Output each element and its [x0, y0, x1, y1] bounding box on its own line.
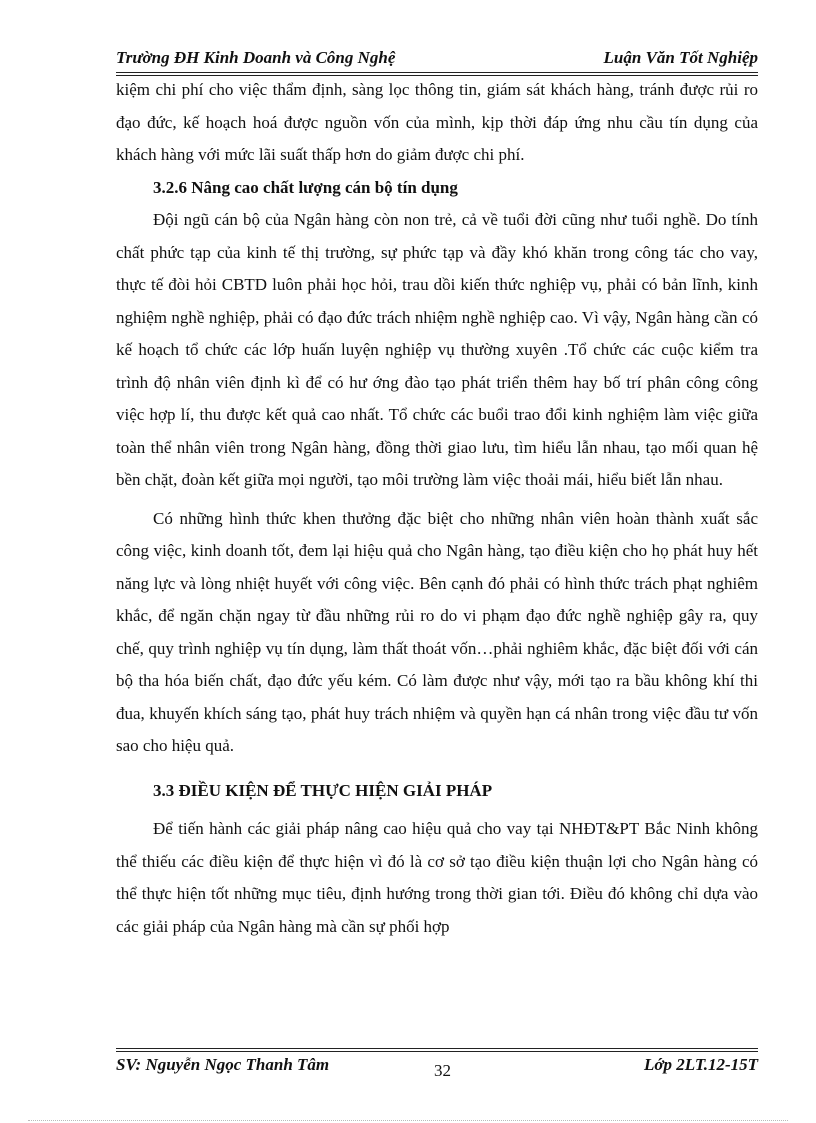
- paragraph-staff-quality: Đội ngũ cán bộ của Ngân hàng còn non trẻ, cả về tuổi đời cũng như tuổi nghề. Do tính chất phức tạp của kinh tế thị trường, sự phức tạp và đầy khó khăn trong công tác cho vay, thực tế đòi hỏi CBTD luôn phải học hỏi, trau dồi kiến thức nghiệp vụ, phải có bản lĩnh, kinh nghiệm nghề nghiệp, phải có đạo đức trách nhiệm nghề nghiệp cao. Vì vậy, Ngân hàng cần có kế hoạch tổ chức các lớp huấn luyện nghiệp vụ thường xuyên .Tổ chức các cuộc kiểm tra trình độ nhân viên định kì để có hư ớng đào tạo phát triển thêm hay bố trí phân công công việc hợp lí, thu được kết quả cao nhất. Tổ chức các buổi trao đổi kinh nghiệm làm việc giữa toàn thể nhân viên trong Ngân hàng, đồng thời giao lưu, tìm hiểu lẫn nhau, tạo mối quan hệ bền chặt, đoàn kết giữa mọi người, tạo môi trường làm việc thoải mái, hiểu biết lẫn nhau.: [116, 210, 758, 489]
- paragraph-rewards: Có những hình thức khen thưởng đặc biệt cho những nhân viên hoàn thành xuất sắc công việc, kinh doanh tốt, đem lại hiệu quả cho Ngân hàng, tạo điều kiện cho họ phát huy hết năng lực và lòng nhiệt huyết với công việc. Bên cạnh đó phải có hình thức trách phạt nghiêm khắc, để ngăn chặn ngay từ đầu những rủi ro do vi phạm đạo đức nghề nghiệp gây ra, quy chế, quy trình nghiệp vụ tín dụng, làm thất thoát vốn…phải nghiêm khắc, đặc biệt đối với cán bộ tha hóa biến chất, đạo đức yếu kém. Có làm được như vậy, mới tạo ra bầu không khí thi đua, khuyến khích sáng tạo, phát huy trách nhiệm và quyền hạn cá nhân trong việc đầu tư vốn sao cho hiệu quả.: [116, 508, 758, 755]
- page-footer: [116, 1055, 758, 1083]
- header-school: Trường ĐH Kinh Doanh và Công Nghệ: [116, 48, 396, 67]
- footer-rule-thin: [116, 1051, 758, 1052]
- paragraph-conditions: Để tiến hành các giải pháp nâng cao hiệu quả cho vay tại NHĐT&PT Bắc Ninh không thể thiếu các điều kiện để thực hiện vì đó là cơ sở tạo điều kiện thuận lợi cho Ngân hàng có thể thực hiện tốt những mục tiêu, định hướng trong thời gian tới. Điều đó không chỉ dựa vào các giải pháp của Ngân hàng mà cần sự phối hợp: [116, 819, 758, 936]
- section-heading-3-2-6: 3.2.6 Nâng cao chất lượng cán bộ tín dụng: [153, 177, 458, 197]
- paragraph-continued: kiệm chi phí cho việc thẩm định, sàng lọc thông tin, giám sát khách hàng, tránh được rủi ro đạo đức, kế hoạch hoá được nguồn vốn của mình, kịp thời đáp ứng nhu cầu tín dụng của khách hàng với mức lãi suất thấp hơn do giảm được chi phí.: [116, 80, 758, 164]
- header-rule: [116, 72, 758, 73]
- page-body: [116, 74, 758, 943]
- footer-rule: [116, 1048, 758, 1049]
- footer-student: SV: Nguyễn Ngọc Thanh Tâm: [116, 1055, 330, 1074]
- header-doc-type: Luận Văn Tốt Nghiệp: [603, 48, 758, 67]
- page-edge-divider: [28, 1120, 788, 1121]
- footer-class: Lớp 2LT.12-15T: [644, 1055, 758, 1074]
- page-number: 32: [434, 1061, 451, 1080]
- section-heading-3-3: 3.3 ĐIỀU KIỆN ĐỂ THỰC HIỆN GIẢI PHÁP: [153, 780, 493, 800]
- page-header: [116, 48, 758, 72]
